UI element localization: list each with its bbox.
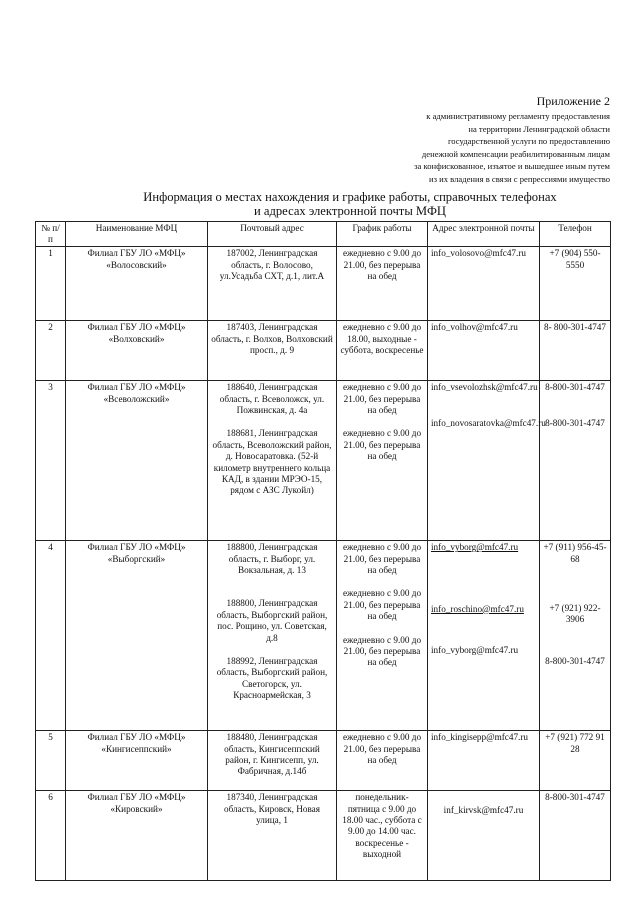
row-email[interactable]: info_kingisepp@mfc47.ru [428, 731, 540, 791]
header-schedule: График работы [337, 222, 428, 247]
header-address: Почтовый адрес [208, 222, 337, 247]
row-name: Филиал ГБУ ЛО «МФЦ» «Волховский» [66, 321, 208, 381]
row-address: 187403, Ленинградская область, г. Волхов, Волховский просп., д. 9 [208, 321, 337, 381]
row-phone: +7 (911) 956-45-68 +7 (921) 922-3906 8-800-301-4747 [540, 541, 611, 731]
appendix-block [230, 94, 610, 186]
row-num: 6 [36, 791, 66, 881]
row-schedule: ежедневно с 9.00 до 18.00, выходные - суббота, воскресенье [337, 321, 428, 381]
row-num: 4 [36, 541, 66, 731]
row-num: 1 [36, 247, 66, 321]
table-row [36, 541, 611, 731]
header-name: Наименование МФЦ [66, 222, 208, 247]
mfc-table [35, 221, 611, 881]
table-row [36, 791, 611, 881]
appendix-line: из их владения в связи с репрессиями имущество [429, 173, 610, 184]
row-name: Филиал ГБУ ЛО «МФЦ» «Всеволожский» [66, 381, 208, 541]
row-email[interactable]: info_volosovo@mfc47.ru [428, 247, 540, 321]
row-phone: +7 (921) 772 91 28 [540, 731, 611, 791]
appendix-title: Приложение 2 [536, 94, 610, 108]
row-name: Филиал ГБУ ЛО «МФЦ» «Кингисеппский» [66, 731, 208, 791]
row-address: 188640, Ленинградская область, г. Всеволожск, ул. Пожвинская, д. 4а 188681, Ленинградская область, Всеволожский район, д. Новосаратовка. (52-й километр внутреннего кольца КАД, в здании МРЭО-15, рядом с АЗС Лукойл) [208, 381, 337, 541]
header-email: Адрес электронной почты [428, 222, 540, 247]
header-num: № п/п [36, 222, 66, 247]
row-num: 2 [36, 321, 66, 381]
row-phone: 8-800-301-4747 [540, 791, 611, 881]
row-email[interactable]: info_volhov@mfc47.ru [428, 321, 540, 381]
row-address: 187340, Ленинградская область, Кировск, Новая улица, 1 [208, 791, 337, 881]
document-title-line1: Информация о местах нахождения и графике работы, справочных телефонах [143, 190, 557, 204]
row-schedule: ежедневно с 9.00 до 21.00, без перерыва на обед ежедневно с 9.00 до 21.00, без перерыва на обед ежедневно с 9.00 до 21.00, без перерыва на обед [337, 541, 428, 731]
row-name: Филиал ГБУ ЛО «МФЦ» «Кировский» [66, 791, 208, 881]
table-row [36, 321, 611, 381]
document-title-line2: и адресах электронной почты МФЦ [253, 204, 447, 218]
row-phone: 8-800-301-4747 8-800-301-4747 [540, 381, 611, 541]
row-address: 188480, Ленинградская область, Кингисеппский район, г. Кингисепп, ул. Фабричная, д.14б [208, 731, 337, 791]
row-phone: 8- 800-301-4747 [540, 321, 611, 381]
table-row [36, 247, 611, 321]
row-address: 187002, Ленинградская область, г. Волосово, ул.Усадьба СХТ, д.1, лит.А [208, 247, 337, 321]
row-email[interactable]: info_vyborg@mfc47.ru info_roschino@mfc47.ru info_vyborg@mfc47.ru [428, 541, 540, 731]
row-schedule: ежедневно с 9.00 до 21.00, без перерыва на обед [337, 247, 428, 321]
document-title [60, 190, 640, 218]
row-email[interactable]: info_vsevolozhsk@mfc47.ru info_novosaratovka@mfc47.ru [428, 381, 540, 541]
row-name: Филиал ГБУ ЛО «МФЦ» «Выборгский» [66, 541, 208, 731]
appendix-line: к административному регламенту предоставления [426, 111, 610, 121]
row-schedule: понедельник-пятница с 9.00 до 18.00 час., суббота с 9.00 до 14.00 час. воскресенье - выходной [337, 791, 428, 881]
row-num: 3 [36, 381, 66, 541]
row-email[interactable]: inf_kirvsk@mfc47.ru [428, 791, 540, 881]
appendix-line: за конфискованное, изъятое и вышедшее иным путем [414, 161, 610, 172]
row-schedule: ежедневно с 9.00 до 21.00, без перерыва на обед [337, 731, 428, 791]
table-row [36, 381, 611, 541]
row-num: 5 [36, 731, 66, 791]
appendix-line: государственной услуги по предоставлению [447, 136, 610, 147]
table-row [36, 731, 611, 791]
appendix-line: денежной компенсации реабилитированным лицам [421, 148, 610, 159]
row-schedule: ежедневно с 9.00 до 21.00, без перерыва на обед ежедневно с 9.00 до 21.00, без перерыва на обед [337, 381, 428, 541]
header-phone: Телефон [540, 222, 611, 247]
row-name: Филиал ГБУ ЛО «МФЦ» «Волосовский» [66, 247, 208, 321]
row-address: 188800, Ленинградская область, г. Выборг, ул. Вокзальная, д. 13 188800, Ленинградская область, Выборгский район, пос. Рощино, ул. Советская, д.8 188992, Ленинградская область, Выборгский район, Светогорск, ул. Красноармейская, 3 [208, 541, 337, 731]
row-phone: +7 (904) 550-5550 [540, 247, 611, 321]
table-header-row [36, 222, 611, 247]
appendix-line: на территории Ленинградской области [468, 123, 610, 134]
